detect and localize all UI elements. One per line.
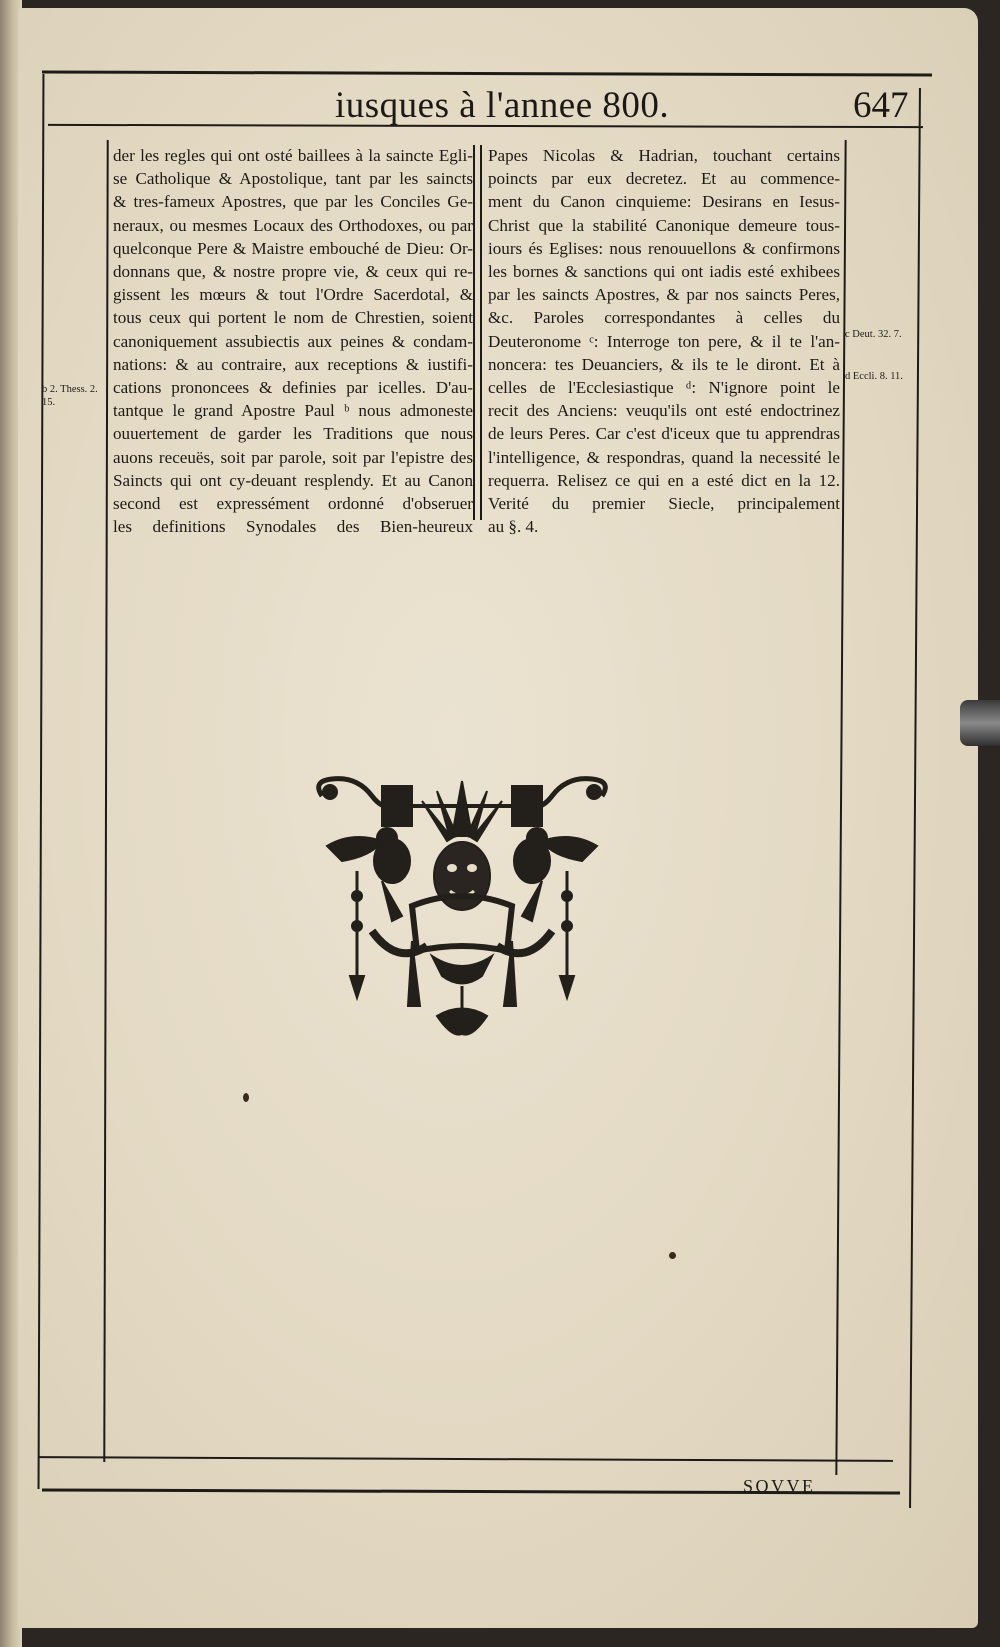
text-line: Deuteronome ᶜ: Interroge ton pere, & il te l'an- [488,331,840,351]
text-line: les bornes & sanctions qui ont iadis esté exhibees [488,262,840,282]
text-line: Papes Nicolas & Hadrian, touchant certains [488,146,840,165]
margin-note-c: c Deut. 32. 7. [845,329,902,340]
text-line: de leurs Peres. Car c'est d'iceux que tu apprendras [488,424,840,444]
text-column-right [488,144,840,538]
text-line: auons receuës, soit par parole, soit par l'epistre des [113,447,473,467]
catchword: SOVVE [743,1476,816,1496]
text-line: der les regles qui ont osté baillees à la saincte Egli- [113,146,473,165]
text-line: neraux, ou mesmes Locaux des Orthodoxes, ou par [113,215,473,235]
text-line: noncera: tes Deuanciers, & ils te le diront. Et à [488,354,840,374]
paper-stain [243,1093,249,1102]
text-line: requerra. Relisez ce qui en a esté dict en la 12. [488,470,840,490]
text-line: cations prononcees & definies par icelles. D'au- [113,378,473,398]
text-line: recit des Anciens: veuqu'ils ont esté endoctrinez [488,401,840,421]
text-line: celles de l'Ecclesiastique ᵈ: N'ignore point le [488,378,840,398]
text-line: nations: & au contraire, aux receptions & iustifi- [113,354,473,374]
text-line: quelconque Pere & Maistre embouché de Dieu: Or- [113,238,473,258]
text-line: gissent les mœurs & tout l'Ordre Sacerdotal, & [113,285,473,305]
text-column-left [113,144,473,538]
binding-clip [960,700,1000,746]
text-line: se Catholique & Apostolique, tant par les saincts [113,169,473,189]
margin-note-b-cont: 15. [42,397,56,408]
text-line: canoniquement assubiectis aux peines & condam- [113,331,473,351]
text-line: donnans que, & nostre propre vie, & ceux qui re- [113,262,473,282]
running-title: iusques à l'annee 800. [335,85,670,126]
text-line: Christ que la stabilité Canonique demeure tous- [488,215,840,235]
text-line: l'intelligence, & respondras, quand la necessité le [488,447,840,467]
text-line: iours és Eglises: nous renouuellons & confirmons [488,238,840,258]
margin-note-d: d Eccli. 8. 11. [845,371,903,382]
text-line: tantque le grand Apostre Paul ᵇ nous admoneste [113,401,473,421]
text-line: ouuertement de garder les Traditions que nous [113,424,473,444]
text-line: poincts par eux decretez. Et au commence- [488,169,840,189]
text-line: ment du Canon cinquieme: Desirans en Iesus- [488,192,840,212]
woodcut-mascaron-ornament-icon [312,776,612,1038]
text-line: second est expressément ordonné d'obseruer [113,494,473,514]
text-line: Saincts qui ont cy-deuant resplendy. Et au Canon [113,470,473,490]
inner-left-rule-2 [473,145,475,520]
text-line: Verité du premier Siecle, principalement [488,494,840,514]
text-line: au §. 4. [488,517,539,537]
column-divider-rule [480,145,482,520]
margin-note-b: b 2. Thess. 2. [42,384,98,395]
text-line: &c. Paroles correspondantes à celles du [488,308,840,328]
text-line: par les saincts Apostres, & par nos saincts Peres, [488,285,840,305]
paper-stain [669,1252,676,1259]
text-line: tous ceux qui portent le nom de Chrestien, soient [113,308,473,328]
text-line: & tres-fameux Apostres, que par les Conciles Ge- [113,192,473,212]
page-number: 647 [853,85,909,126]
text-line: les definitions Synodales des Bien-heureux [113,517,473,537]
